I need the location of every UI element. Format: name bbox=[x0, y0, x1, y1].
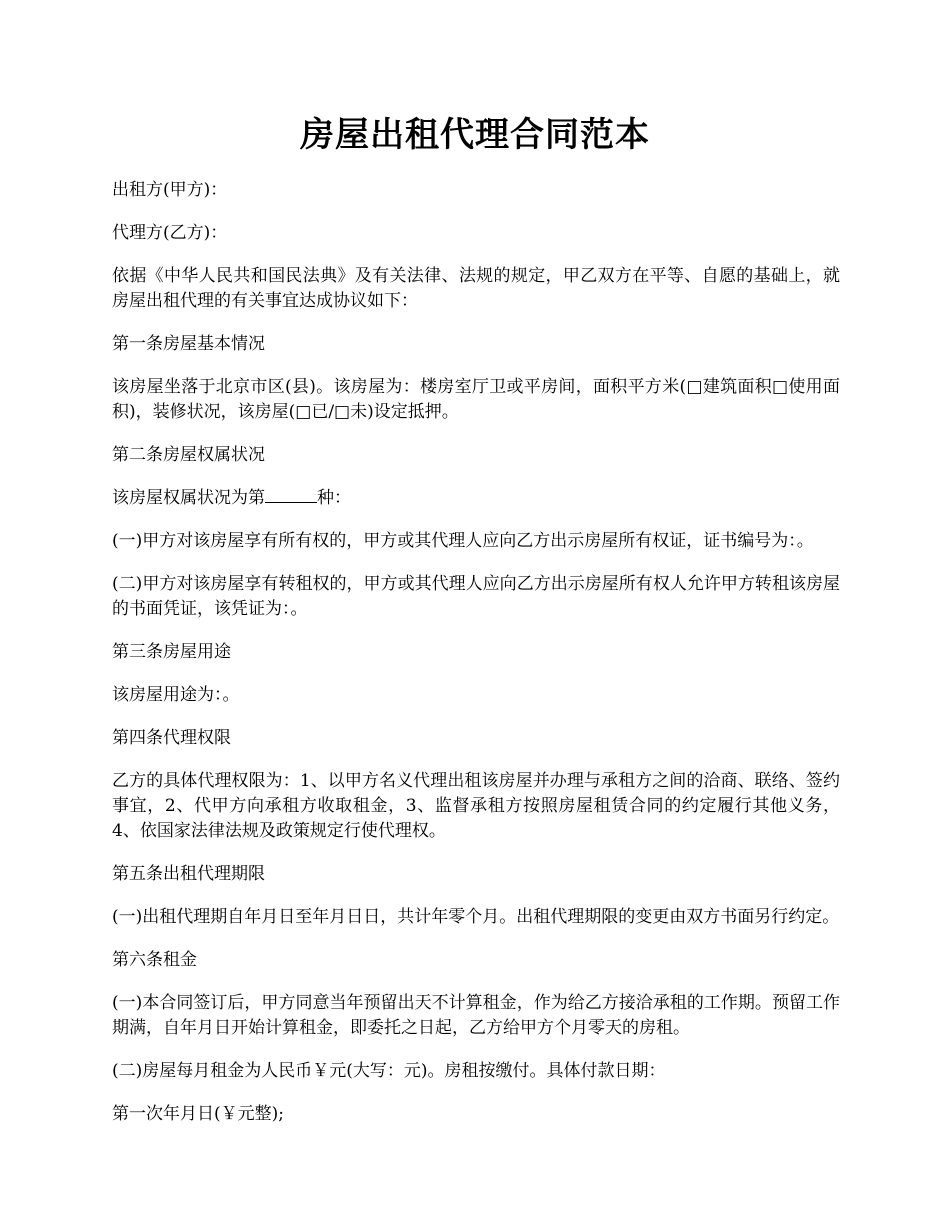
first-payment-line: 第一次年月日(￥元整); bbox=[112, 1104, 284, 1124]
article-6-clause-2: (二)房屋每月租金为人民币￥元(大写：元)。房租按缴付。具体付款日期： bbox=[112, 1061, 666, 1081]
ownership-status-line bbox=[112, 486, 840, 511]
article-3-body: 该房屋用途为：。 bbox=[112, 685, 240, 705]
article-6-clause-1: (一)本合同签订后，甲方同意当年预留出天不计算租金，作为给乙方接洽承租的工作期。预留工作期满，自年月日开始计算租金，即委托之日起，乙方给甲方个月零天的房租。 bbox=[112, 993, 840, 1038]
article-3-heading: 第三条房屋用途 bbox=[112, 642, 231, 662]
article-1-body: 该房屋坐落于北京市区(县)。该房屋为：楼房室厅卫或平房间，面积平方米(□建筑面积□使用面积)，装修状况，该房屋(□已/□未)设定抵押。 bbox=[112, 377, 840, 422]
article-4-heading: 第四条代理权限 bbox=[112, 728, 231, 748]
article-5-body: (一)出租代理期自年月日至年月日日，共计年零个月。出租代理期限的变更由双方书面另行约定。 bbox=[112, 907, 840, 927]
agent-party-line: 代理方(乙方)： bbox=[112, 223, 228, 243]
ownership-clause-2: (二)甲方对该房屋享有转租权的，甲方或其代理人应向乙方出示房屋所有权人允许甲方转租该房屋的书面凭证，该凭证为：。 bbox=[112, 574, 840, 619]
article-1-heading: 第一条房屋基本情况 bbox=[112, 334, 265, 354]
lessor-party-line: 出租方(甲方)： bbox=[112, 180, 228, 200]
document-body bbox=[112, 178, 840, 1145]
document-title: 房屋出租代理合同范本 bbox=[300, 115, 650, 155]
article-5-heading: 第五条出租代理期限 bbox=[112, 864, 265, 884]
ownership-status-prefix: 该房屋权属状况为第 bbox=[112, 488, 265, 508]
article-6-heading: 第六条租金 bbox=[112, 950, 197, 970]
ownership-clause-1: (一)甲方对该房屋享有所有权的，甲方或其代理人应向乙方出示房屋所有权证，证书编号为：。 bbox=[112, 531, 814, 551]
ownership-status-suffix: 种： bbox=[317, 488, 351, 508]
article-2-heading: 第二条房屋权属状况 bbox=[112, 445, 265, 465]
preamble-paragraph: 依据《中华人民共和国民法典》及有关法律、法规的规定，甲乙双方在平等、自愿的基础上，就房屋出租代理的有关事宜达成协议如下： bbox=[112, 266, 840, 311]
ownership-type-blank bbox=[265, 486, 317, 503]
article-4-body: 乙方的具体代理权限为：1、以甲方名义代理出租该房屋并办理与承租方之间的洽商、联络、签约事宜，2、代甲方向承租方收取租金，3、监督承租方按照房屋租赁合同的约定履行其他义务，4、依国家法律法规及政策规定行使代理权。 bbox=[112, 771, 840, 841]
